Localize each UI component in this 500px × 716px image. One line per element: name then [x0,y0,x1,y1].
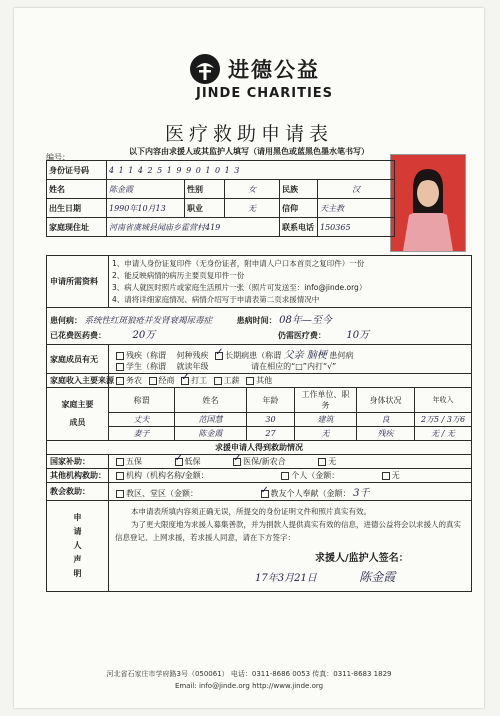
income-option-label: 其他 [256,376,273,385]
address-field[interactable]: 河南省虞城县闻庙乡霍营村419 [107,218,280,237]
disease-label: 患何病： [50,316,82,325]
member-income-cell[interactable]: 2万5 / 3万6 [415,413,472,427]
member-header-income: 年收入 [415,388,472,413]
other-orgs-options [109,469,472,483]
logo-english-text: JINDE CHARITIES [196,86,334,101]
signature-date[interactable]: 17年3月21日 [255,573,317,584]
org-aid-label: 机构（机构名称/金额： [126,471,209,480]
declaration-label: 申请人声明 [47,501,109,592]
materials-list [109,256,472,308]
checkbox-instruction: 请在相应的“□”内打“√” [251,362,337,371]
income-option-label: 经商 [158,376,175,385]
member-header-name: 姓名 [175,388,247,413]
materials-item: 3、病人就医时照片或家庭生活照片一张（照片可发送至：info@jinde.org） [112,283,367,292]
disabled-option-label: 残疾（称谓 [126,351,166,360]
no-org-aid-label: 无 [391,471,400,480]
declaration-text: 为了更大限度地为求援人募集善款，并为捐款人提供真实有效的信息，进德公益将会以求援人的真实信息登记、上网求援，若求援人同意，请在下方签字： [115,520,461,542]
church-aid-label: 教会救助： [47,483,109,501]
no-aid-checkbox[interactable] [318,458,326,466]
church-aid-options [109,483,472,501]
other-income-checkbox[interactable] [246,377,254,385]
member-expense-value: 3万6 [446,415,466,424]
member-name-cell[interactable]: 范国慧 [175,413,247,427]
no-org-aid-checkbox[interactable] [382,472,390,480]
disabled-checkbox[interactable] [116,352,124,360]
table-row [47,427,472,441]
sex-field[interactable]: 女 [225,180,280,199]
applicant-portrait-icon [391,155,465,251]
friend-aid-checkbox[interactable] [261,490,269,498]
other-orgs-label: 其他机构救助： [47,469,109,483]
five-guarantee-checkbox[interactable] [116,458,124,466]
form-subtitle: 以下内容由求援人或其监护人填写（请用黑色或蓝黑色墨水笔书写） [129,147,369,156]
materials-label: 申请所需资料 [47,256,109,308]
income-source-options [109,374,472,388]
long-illness-option-label: 长期病患（称谓 [225,351,282,360]
state-aid-label: 国家补助： [47,455,109,469]
applicant-signature[interactable]: 陈金霞 [359,570,396,584]
address-label: 家庭现住址 [47,218,107,237]
member-header-age: 年龄 [247,388,295,413]
member-header-health: 身体状况 [357,388,415,413]
person-aid-label: 个人（金额： [291,471,340,480]
disease-row [47,308,472,345]
ethnicity-label: 民族 [280,180,318,199]
form-footer [14,668,484,692]
member-age-cell[interactable]: 30 [247,413,295,427]
member-header-relation: 称谓 [109,388,175,413]
cost-spent-field[interactable]: 20万 [132,330,156,341]
ethnicity-field[interactable]: 汉 [318,180,395,199]
applicant-photo [390,154,466,252]
religion-label: 信仰 [280,199,318,218]
long-illness-checkbox[interactable] [215,352,223,360]
member-income-value: 无 [431,429,440,438]
salary-checkbox[interactable] [214,377,222,385]
disease-time-label: 患病时间： [236,316,277,325]
form-title: 医疗救助申请表 [164,123,333,145]
logo-chinese-text: 进德公益 [228,58,320,82]
income-option-label: 务农 [126,376,142,385]
cost-need-field[interactable]: 10万 [346,330,370,341]
business-checkbox[interactable] [149,377,157,385]
occupation-label: 职业 [185,199,225,218]
member-health-cell[interactable]: 良 [357,413,415,427]
birth-date-field[interactable]: 1990年10月13 [107,199,185,218]
disabled-option-tail: 何种残疾 [176,351,209,360]
member-income-value: 2万5 [420,415,440,424]
application-details-section [46,255,471,592]
student-option-tail: 就读年级 [176,362,209,371]
signature-label: 求援人/监护人签名： [315,553,409,564]
personal-info-section [46,160,394,237]
income-option-label: 工薪 [223,376,240,385]
cost-spent-label: 已花费医药费： [50,331,106,340]
state-aid-option-label: 低保 [184,457,201,466]
disease-time-field[interactable]: 08年—至今 [279,315,332,326]
id-number-field[interactable]: 4 1 1 4 2 5 1 9 9 0 1 0 1 3 [107,161,395,180]
student-checkbox[interactable] [116,363,124,371]
farming-checkbox[interactable] [116,377,124,385]
id-number-label: 身份证号码 [47,161,107,180]
member-age-cell[interactable]: 27 [247,427,295,441]
member-income-cell[interactable]: 无 / 无 [415,427,472,441]
jinde-logo [174,52,354,112]
member-name-cell[interactable]: 陈金霞 [175,427,247,441]
serial-number-label: 编号： [46,153,70,162]
footer-address: 河北省石家庄市学府路3号（050061） 电话：0311-8686 0053 传真：0311-8683 1829 [106,670,392,678]
birth-date-label: 出生日期 [47,199,107,218]
member-work-cell[interactable]: 无 [295,427,357,441]
materials-item: 2、能反映病情的病历主要页复印件一份 [112,271,245,280]
member-health-cell[interactable]: 残疾 [357,427,415,441]
member-header-work: 工作单位、职务 [295,388,357,413]
cost-need-label: 仍需医疗费： [277,331,326,340]
student-option-label: 学生（称谓 [126,362,166,371]
materials-item: 4、请将详细家庭情况、病情介绍写于申请表第二页求援情况中 [112,295,320,304]
friend-aid-field[interactable]: 3千 [353,488,370,499]
sex-label: 性别 [185,180,225,199]
occupation-field[interactable]: 无 [225,199,280,218]
application-form-page [14,8,484,708]
person-aid-checkbox[interactable] [281,472,289,480]
org-aid-checkbox[interactable] [116,472,124,480]
member-relation-cell[interactable]: 妻子 [109,427,175,441]
member-expense-value: 无 [446,429,455,438]
parish-aid-checkbox[interactable] [116,490,124,498]
name-label: 姓名 [47,180,107,199]
state-aid-options [109,455,472,469]
member-relation-cell[interactable]: 丈夫 [109,413,175,427]
family-members-label: 家庭主要成员 [47,388,109,441]
state-aid-option-label: 五保 [126,457,142,466]
phone-field[interactable]: 150365 [318,218,395,237]
migrant-work-checkbox[interactable] [181,377,189,385]
table-row [47,413,472,427]
name-field[interactable]: 陈金霞 [107,180,185,199]
declaration-body [109,501,472,592]
declaration-text: 本申请表所填内容须正确无误，所提交的身份证明文件和照片真实有效。 [131,507,371,516]
dove-cross-logo-icon [188,52,222,86]
long-illness-option-tail: 患何病 [329,351,354,360]
phone-label: 联系电话 [280,218,318,237]
footer-contact: Email: info@jinde.org http://www.jinde.org [174,682,324,690]
long-illness-field[interactable]: 父亲 脑梗 [283,350,327,361]
state-aid-option-label: 无 [328,457,337,466]
disabled-member-options [109,345,472,374]
disabled-member-label: 家庭成员有无 [47,345,109,374]
state-aid-option-label: 医保/新农合 [243,457,286,466]
member-work-cell[interactable]: 建筑 [295,413,357,427]
help-received-header: 求援申请人得到救助情况 [47,441,472,455]
disease-field[interactable]: 系统性红斑狼疮并发肾衰竭尿毒症 [84,316,213,326]
low-income-checkbox[interactable] [175,458,183,466]
medical-insurance-checkbox[interactable] [233,458,241,466]
income-source-label: 家庭收入主要来源 [47,374,109,388]
religion-field[interactable]: 天主教 [318,199,395,218]
materials-item: 1、申请人身份证复印件（无身份证者，附申请人户口本首页之复印件）一份 [112,259,365,268]
friend-aid-label: 教友个人奉献（金额： [270,489,351,498]
income-option-label: 打工 [191,376,208,385]
parish-aid-label: 教区、堂区（金额： [126,489,198,498]
